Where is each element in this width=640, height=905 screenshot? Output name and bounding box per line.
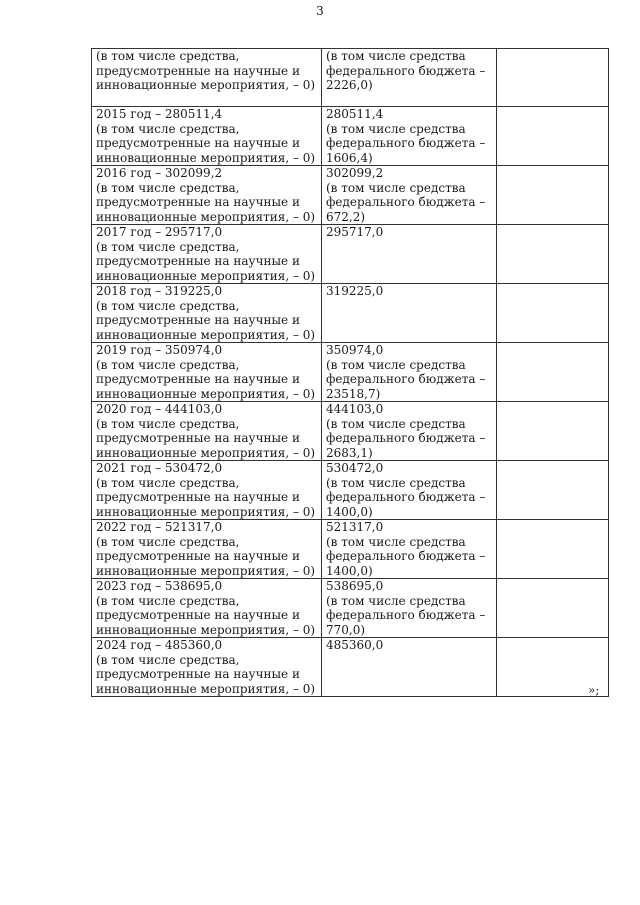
regional-funding-cell-line: 444103,0 — [326, 402, 384, 416]
empty-cell — [497, 579, 609, 638]
total-funding-cell — [92, 107, 322, 166]
total-funding-cell — [92, 402, 322, 461]
regional-funding-cell — [322, 225, 497, 284]
regional-funding-cell — [322, 402, 497, 461]
table-row — [92, 579, 609, 638]
total-funding-cell-line: предусмотренные на научные и — [96, 136, 300, 150]
total-funding-cell-line: 2019 год – 350974,0 — [96, 343, 223, 357]
regional-funding-cell-line: 1400,0) — [326, 563, 373, 578]
regional-funding-cell — [322, 461, 497, 520]
regional-funding-cell-line: федерального бюджета – — [326, 490, 486, 504]
total-funding-cell-line: (в том числе средства, — [96, 593, 240, 608]
empty-cell — [497, 343, 609, 402]
total-funding-cell-line: (в том числе средства, — [96, 121, 240, 136]
empty-cell — [497, 520, 609, 579]
total-funding-cell-line: инновационные мероприятия, – 0) — [96, 445, 316, 460]
regional-funding-cell — [322, 49, 497, 107]
regional-funding-cell-line: 770,0) — [326, 622, 366, 637]
regional-funding-cell-line: 295717,0 — [326, 225, 384, 239]
total-funding-cell-line: 2015 год – 280511,4 — [96, 107, 223, 121]
total-funding-cell-line: инновационные мероприятия, – 0) — [96, 327, 316, 342]
total-funding-cell-line: инновационные мероприятия, – 0) — [96, 150, 316, 165]
regional-funding-cell-line: (в том числе средства — [326, 49, 466, 63]
total-funding-cell-line: (в том числе средства, — [96, 652, 240, 667]
regional-funding-cell-line: (в том числе средства — [326, 416, 466, 431]
total-funding-cell-line: инновационные мероприятия, – 0) — [96, 268, 316, 283]
regional-funding-cell — [322, 166, 497, 225]
total-funding-cell-line: предусмотренные на научные и — [96, 608, 300, 622]
table-row — [92, 402, 609, 461]
total-funding-cell — [92, 579, 322, 638]
regional-funding-cell-line: федерального бюджета – — [326, 136, 486, 150]
total-funding-cell — [92, 343, 322, 402]
total-funding-cell-line: 2023 год – 538695,0 — [96, 579, 223, 593]
regional-funding-cell-line: федерального бюджета – — [326, 195, 486, 209]
total-funding-cell-line: (в том числе средства, — [96, 475, 240, 490]
empty-cell — [497, 107, 609, 166]
table-row — [92, 225, 609, 284]
regional-funding-cell — [322, 579, 497, 638]
table-row — [92, 166, 609, 225]
table-row — [92, 49, 609, 107]
total-funding-cell-line: инновационные мероприятия, – 0) — [96, 209, 316, 224]
total-funding-cell — [92, 166, 322, 225]
regional-funding-cell-line: 530472,0 — [326, 461, 384, 475]
total-funding-cell-line: предусмотренные на научные и — [96, 372, 300, 386]
regional-funding-cell-line: 521317,0 — [326, 520, 384, 534]
total-funding-cell-line: 2020 год – 444103,0 — [96, 402, 223, 416]
total-funding-cell-line: (в том числе средства, — [96, 416, 240, 431]
regional-funding-cell-line: 1606,4) — [326, 150, 373, 165]
regional-funding-cell-line: 538695,0 — [326, 579, 384, 593]
empty-cell — [497, 166, 609, 225]
total-funding-cell-line: предусмотренные на научные и — [96, 667, 300, 681]
regional-funding-cell-line: 2226,0) — [326, 78, 373, 92]
regional-funding-cell-line: (в том числе средства — [326, 357, 466, 372]
total-funding-cell-line: предусмотренные на научные и — [96, 549, 300, 563]
regional-funding-cell-line: (в том числе средства — [326, 534, 466, 549]
table-row — [92, 107, 609, 166]
total-funding-cell-line: 2018 год – 319225,0 — [96, 284, 223, 298]
table-row — [92, 343, 609, 402]
regional-funding-cell-line: 319225,0 — [326, 284, 384, 298]
regional-funding-cell-line: 2683,1) — [326, 445, 373, 460]
table-row — [92, 520, 609, 579]
closing-quote-mark: »; — [588, 683, 600, 697]
total-funding-cell-line: предусмотренные на научные и — [96, 254, 300, 268]
total-funding-cell-line: инновационные мероприятия, – 0) — [96, 681, 316, 696]
regional-funding-cell-line: федерального бюджета – — [326, 431, 486, 445]
total-funding-cell-line: 2016 год – 302099,2 — [96, 166, 223, 180]
total-funding-cell — [92, 284, 322, 343]
regional-funding-cell-line: (в том числе средства — [326, 121, 466, 136]
regional-funding-cell-line: 350974,0 — [326, 343, 384, 357]
regional-funding-cell-line: (в том числе средства — [326, 593, 466, 608]
total-funding-cell — [92, 49, 322, 107]
regional-funding-cell — [322, 343, 497, 402]
total-funding-cell — [92, 461, 322, 520]
page-number: 3 — [316, 4, 324, 18]
total-funding-cell-line: предусмотренные на научные и — [96, 313, 300, 327]
total-funding-cell-line: 2021 год – 530472,0 — [96, 461, 223, 475]
total-funding-cell-line: инновационные мероприятия, – 0) — [96, 386, 316, 401]
regional-funding-cell — [322, 638, 497, 697]
regional-funding-cell-line: 485360,0 — [326, 638, 384, 652]
regional-funding-cell-line: федерального бюджета – — [326, 63, 486, 78]
regional-funding-cell — [322, 520, 497, 579]
regional-funding-cell-line: 672,2) — [326, 209, 366, 224]
table-row — [92, 461, 609, 520]
total-funding-cell-line: предусмотренные на научные и — [96, 195, 300, 209]
total-funding-cell — [92, 638, 322, 697]
total-funding-cell-line: (в том числе средства, — [96, 180, 240, 195]
regional-funding-cell — [322, 107, 497, 166]
total-funding-cell-line: инновационные мероприятия, – 0) — [96, 563, 316, 578]
total-funding-cell-line: инновационные мероприятия, – 0) — [96, 78, 316, 92]
total-funding-cell — [92, 225, 322, 284]
total-funding-cell-line: предусмотренные на научные и — [96, 63, 300, 78]
total-funding-cell-line: 2024 год – 485360,0 — [96, 638, 223, 652]
total-funding-cell-line: (в том числе средства, — [96, 357, 240, 372]
total-funding-cell-line: (в том числе средства, — [96, 239, 240, 254]
funding-table — [91, 48, 609, 697]
empty-cell — [497, 461, 609, 520]
regional-funding-cell-line: федерального бюджета – — [326, 608, 486, 622]
regional-funding-cell-line: 23518,7) — [326, 386, 381, 401]
empty-cell — [497, 49, 609, 107]
regional-funding-cell-line: федерального бюджета – — [326, 372, 486, 386]
total-funding-cell-line: предусмотренные на научные и — [96, 490, 300, 504]
table-row — [92, 284, 609, 343]
total-funding-cell-line: предусмотренные на научные и — [96, 431, 300, 445]
empty-cell — [497, 284, 609, 343]
regional-funding-cell-line: (в том числе средства — [326, 180, 466, 195]
regional-funding-cell-line: 1400,0) — [326, 504, 373, 519]
total-funding-cell-line: (в том числе средства, — [96, 534, 240, 549]
total-funding-cell-line: 2022 год – 521317,0 — [96, 520, 223, 534]
regional-funding-cell-line: (в том числе средства — [326, 475, 466, 490]
regional-funding-cell — [322, 284, 497, 343]
total-funding-cell-line: инновационные мероприятия, – 0) — [96, 622, 316, 637]
total-funding-cell-line: (в том числе средства, — [96, 298, 240, 313]
total-funding-cell — [92, 520, 322, 579]
regional-funding-cell-line: федерального бюджета – — [326, 549, 486, 563]
regional-funding-cell-line: 302099,2 — [326, 166, 384, 180]
regional-funding-cell-line: 280511,4 — [326, 107, 384, 121]
table-row — [92, 638, 609, 697]
total-funding-cell-line: инновационные мероприятия, – 0) — [96, 504, 316, 519]
total-funding-cell-line: (в том числе средства, — [96, 49, 240, 63]
empty-cell — [497, 402, 609, 461]
empty-cell — [497, 225, 609, 284]
total-funding-cell-line: 2017 год – 295717,0 — [96, 225, 223, 239]
funding-table-body — [92, 49, 609, 697]
